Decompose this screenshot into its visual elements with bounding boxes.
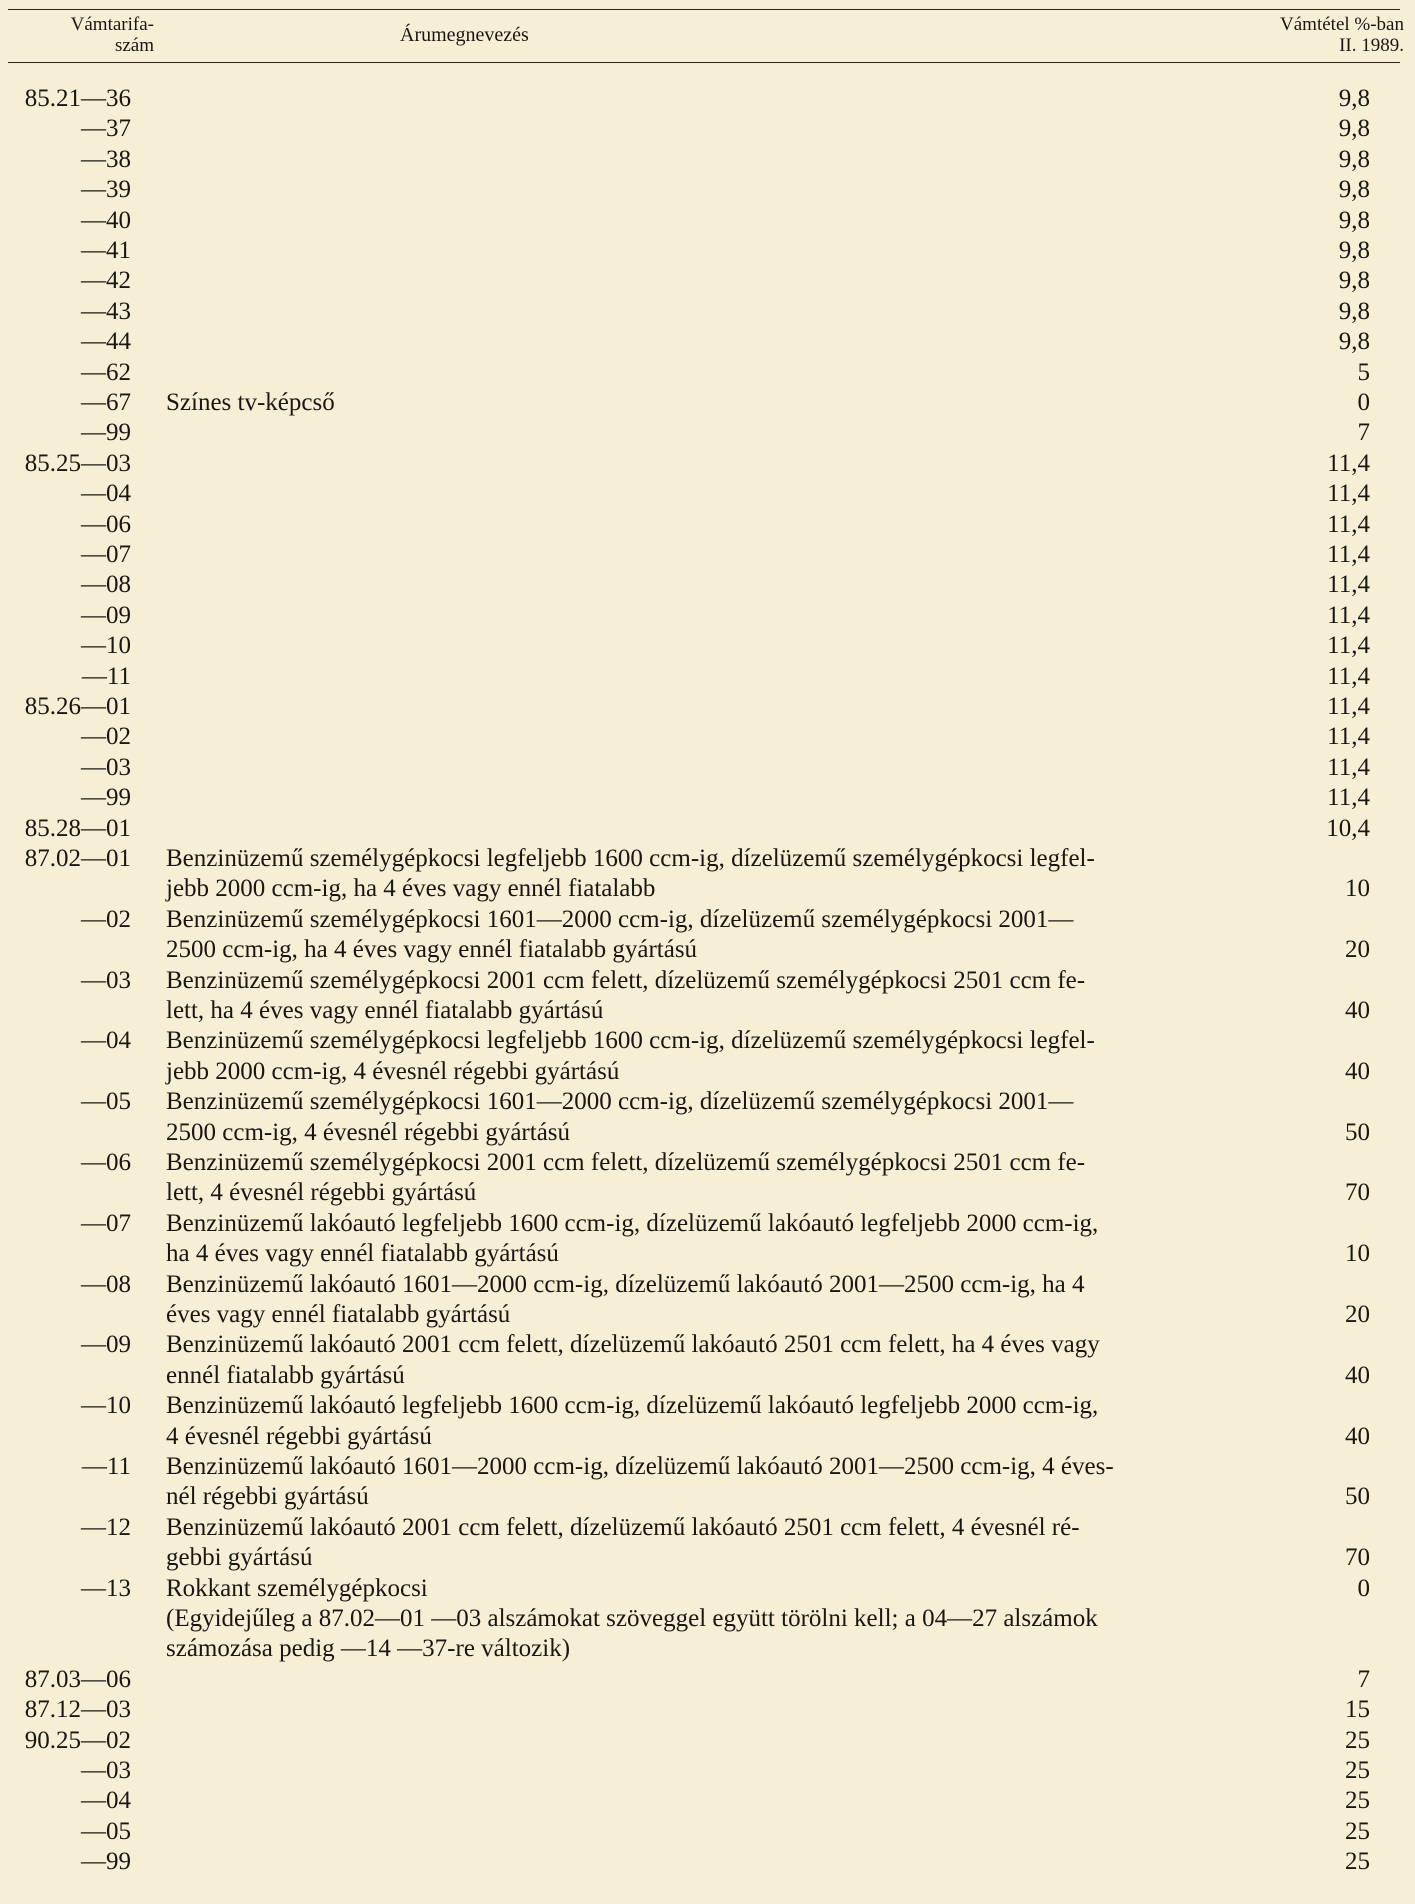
table-row <box>0 601 1415 631</box>
tariff-code: 90.25—02 <box>24 1726 131 1754</box>
product-description <box>166 1026 1240 1087</box>
duty-rate: 25 <box>1345 1726 1370 1754</box>
description-line: Színes tv-képcső <box>166 389 335 416</box>
duty-rate: 9,8 <box>1338 267 1370 295</box>
tariff-code: —06 <box>81 1149 131 1176</box>
tariff-code: —08 <box>81 1270 131 1298</box>
tariff-code: —99 <box>81 784 131 812</box>
tariff-code: —05 <box>81 1088 131 1116</box>
tariff-code: —06 <box>81 510 131 538</box>
duty-rate: 25 <box>1345 1848 1370 1876</box>
table-row <box>0 1574 1415 1604</box>
header-description: Árumegnevezés <box>400 24 529 46</box>
description-line: Benzinüzemű lakóautó 2001 ccm felett, dízelüzemű lakóautó 2501 ccm felett, ha 4 éves vagy <box>166 1331 1100 1359</box>
description-line: ennél fiatalabb gyártású <box>166 1361 405 1389</box>
table-row <box>0 753 1415 783</box>
header-rate-line2: II. 1989. <box>1339 35 1404 56</box>
description-line: Benzinüzemű lakóautó 1601—2000 ccm-ig, dízelüzemű lakóautó 2001—2500 ccm-ig, 4 éves- <box>166 1453 1114 1480</box>
product-description <box>166 1391 1240 1452</box>
tariff-code: 87.02—01 <box>24 845 131 872</box>
header-rate <box>1224 14 1404 56</box>
header-rate-line1: Vámtétel %-ban <box>1280 14 1404 35</box>
duty-rate: 11,4 <box>1327 784 1370 812</box>
tariff-code: —10 <box>81 632 131 660</box>
description-line: lett, ha 4 éves vagy ennél fiatalabb gyártású <box>166 997 604 1024</box>
tariff-code: —37 <box>81 115 131 143</box>
duty-rate: 40 <box>1345 996 1370 1024</box>
table-row <box>0 206 1415 236</box>
table-row <box>0 236 1415 266</box>
tariff-code: —09 <box>81 1331 131 1359</box>
tariff-code: —13 <box>81 1574 131 1602</box>
table-row <box>0 692 1415 722</box>
description-line: Benzinüzemű lakóautó 2001 ccm felett, dízelüzemű lakóautó 2501 ccm felett, 4 évesnél ré- <box>166 1513 1080 1541</box>
product-description <box>166 1330 1240 1391</box>
duty-rate: 10 <box>1345 1240 1370 1268</box>
description-line: jebb 2000 ccm-ig, 4 évesnél régebbi gyártású <box>166 1057 620 1085</box>
table-row <box>0 722 1415 752</box>
duty-rate: 40 <box>1345 1057 1370 1085</box>
table-row <box>0 966 1415 1027</box>
description-line: Benzinüzemű lakóautó 1601—2000 ccm-ig, dízelüzemű lakóautó 2001—2500 ccm-ig, ha 4 <box>166 1270 1085 1298</box>
header-code <box>14 14 154 56</box>
table-row <box>0 114 1415 144</box>
tariff-code: —09 <box>81 601 131 629</box>
product-description <box>166 1087 1240 1148</box>
duty-rate: 7 <box>1357 419 1370 447</box>
table-row <box>0 1026 1415 1087</box>
tariff-code: —11 <box>81 1453 131 1480</box>
duty-rate: 25 <box>1345 1817 1370 1845</box>
duty-rate: 20 <box>1345 936 1370 964</box>
duty-rate: 11,4 <box>1327 723 1370 751</box>
duty-rate: 0 <box>1357 1574 1370 1602</box>
tariff-code: —41 <box>81 237 131 264</box>
product-description <box>166 388 1240 418</box>
tariff-code: —07 <box>81 1209 131 1237</box>
table-row <box>0 145 1415 175</box>
duty-rate: 9,8 <box>1338 115 1370 143</box>
product-description <box>166 844 1240 905</box>
description-line: Benzinüzemű személygépkocsi 1601—2000 ccm-ig, dízelüzemű személygépkocsi 2001— <box>166 905 1074 933</box>
table-row <box>0 1665 1415 1695</box>
table-row <box>0 1209 1415 1270</box>
product-description <box>166 905 1240 966</box>
duty-rate: 9,8 <box>1338 85 1370 112</box>
tariff-code: 85.25—03 <box>24 449 131 477</box>
table-row <box>0 1452 1415 1513</box>
table-row <box>0 327 1415 357</box>
description-line: Benzinüzemű személygépkocsi legfeljebb 1600 ccm-ig, dízelüzemű személygépkocsi legfel- <box>166 1027 1095 1055</box>
description-line: Benzinüzemű lakóautó legfeljebb 1600 ccm-ig, dízelüzemű lakóautó legfeljebb 2000 ccm-ig, <box>166 1392 1099 1420</box>
table-row <box>0 358 1415 388</box>
duty-rate: 0 <box>1357 389 1370 416</box>
product-description <box>166 1513 1240 1574</box>
table-row <box>0 1391 1415 1452</box>
product-description <box>166 966 1240 1027</box>
table-row <box>0 84 1415 114</box>
tariff-code: —04 <box>81 1787 131 1815</box>
table-row <box>0 266 1415 296</box>
table-row <box>0 662 1415 692</box>
description-line: Benzinüzemű személygépkocsi 2001 ccm felett, dízelüzemű személygépkocsi 2501 ccm fe- <box>166 966 1086 994</box>
table-row <box>0 905 1415 966</box>
table-row <box>0 570 1415 600</box>
duty-rate: 11,4 <box>1327 571 1370 599</box>
description-line: ha 4 éves vagy ennél fiatalabb gyártású <box>166 1240 559 1268</box>
description-line: (Egyidejűleg a 87.02—01 —03 alszámokat szöveggel együtt törölni kell; a 04—27 alszámok <box>166 1605 1098 1632</box>
duty-rate: 50 <box>1345 1483 1370 1511</box>
duty-rate: 10,4 <box>1326 814 1370 842</box>
duty-rate: 11,4 <box>1327 662 1370 690</box>
duty-rate: 20 <box>1345 1300 1370 1328</box>
table-row <box>0 479 1415 509</box>
header-code-line1: Vámtarifa- <box>70 14 154 35</box>
duty-rate: 70 <box>1345 1544 1370 1572</box>
duty-rate: 40 <box>1345 1361 1370 1389</box>
tariff-code: —04 <box>81 480 131 508</box>
tariff-code: —03 <box>81 1757 131 1784</box>
duty-rate: 11,4 <box>1327 601 1370 629</box>
duty-rate: 9,8 <box>1338 328 1370 356</box>
duty-rate: 11,4 <box>1327 541 1370 568</box>
duty-rate: 25 <box>1345 1757 1370 1784</box>
product-description <box>166 1604 1240 1665</box>
table-row <box>0 418 1415 448</box>
description-line: Benzinüzemű személygépkocsi 1601—2000 ccm-ig, dízelüzemű személygépkocsi 2001— <box>166 1088 1074 1116</box>
duty-rate: 10 <box>1345 875 1370 903</box>
table-row <box>0 1847 1415 1877</box>
table-row <box>0 388 1415 418</box>
tariff-code: —07 <box>81 541 131 568</box>
description-line: 2500 ccm-ig, ha 4 éves vagy ennél fiatalabb gyártású <box>166 936 698 964</box>
table-row <box>0 449 1415 479</box>
header-bottom-rule <box>8 62 1400 63</box>
duty-rate: 40 <box>1345 1422 1370 1450</box>
table-row <box>0 1817 1415 1847</box>
header-top-rule <box>8 9 1400 10</box>
tariff-code: 87.03—06 <box>24 1665 131 1693</box>
tariff-code: —67 <box>81 389 131 416</box>
description-line: 4 évesnél régebbi gyártású <box>166 1422 432 1450</box>
tariff-code: 85.21—36 <box>24 85 131 112</box>
duty-rate: 11,4 <box>1327 632 1370 660</box>
description-line: lett, 4 évesnél régebbi gyártású <box>166 1179 477 1207</box>
tariff-code: —43 <box>81 297 131 325</box>
description-line: számozása pedig —14 —37-re változik) <box>166 1635 571 1663</box>
tariff-code: —10 <box>81 1392 131 1420</box>
duty-rate: 11,4 <box>1327 510 1370 538</box>
tariff-code: 87.12—03 <box>24 1696 131 1724</box>
duty-rate: 50 <box>1345 1118 1370 1146</box>
table-row <box>0 175 1415 205</box>
product-description <box>166 1148 1240 1209</box>
tariff-code: —03 <box>81 753 131 781</box>
duty-rate: 70 <box>1345 1179 1370 1207</box>
duty-rate: 15 <box>1345 1696 1370 1724</box>
table-row <box>0 1604 1415 1665</box>
table-row <box>0 1513 1415 1574</box>
duty-rate: 9,8 <box>1338 145 1370 173</box>
description-line: éves vagy ennél fiatalabb gyártású <box>166 1301 511 1328</box>
tariff-code: —38 <box>81 145 131 173</box>
duty-rate: 9,8 <box>1338 176 1370 204</box>
product-description <box>166 1270 1240 1331</box>
table-row <box>0 1756 1415 1786</box>
tariff-code: —05 <box>81 1817 131 1845</box>
tariff-code: —99 <box>81 1848 131 1876</box>
tariff-code: —12 <box>81 1513 131 1541</box>
tariff-code: —62 <box>81 358 131 386</box>
tariff-code: —11 <box>81 662 131 690</box>
description-line: Rokkant személygépkocsi <box>166 1574 428 1602</box>
tariff-code: —99 <box>81 419 131 447</box>
table-row <box>0 1695 1415 1725</box>
table-row <box>0 783 1415 813</box>
tariff-code: —39 <box>81 176 131 204</box>
duty-rate: 7 <box>1357 1665 1370 1693</box>
table-row <box>0 1270 1415 1331</box>
table-row <box>0 297 1415 327</box>
header-code-line2: szám <box>114 35 154 56</box>
duty-rate: 11,4 <box>1327 753 1370 781</box>
duty-rate: 9,8 <box>1338 297 1370 325</box>
description-line: Benzinüzemű személygépkocsi 2001 ccm felett, dízelüzemű személygépkocsi 2501 ccm fe- <box>166 1149 1086 1176</box>
duty-rate: 9,8 <box>1338 237 1370 264</box>
tariff-code: 85.26—01 <box>24 693 131 720</box>
product-description <box>166 1209 1240 1270</box>
duty-rate: 11,4 <box>1327 480 1370 508</box>
tariff-code: —08 <box>81 571 131 599</box>
tariff-code: —44 <box>81 328 131 356</box>
description-line: jebb 2000 ccm-ig, ha 4 éves vagy ennél fiatalabb <box>166 875 656 903</box>
tariff-code: —02 <box>81 723 131 751</box>
duty-rate: 11,4 <box>1327 693 1370 720</box>
tariff-code: —02 <box>81 905 131 933</box>
description-line: nél régebbi gyártású <box>166 1483 369 1511</box>
tariff-code: —03 <box>81 966 131 994</box>
table-row <box>0 1726 1415 1756</box>
table-row <box>0 1786 1415 1816</box>
description-line: Benzinüzemű személygépkocsi legfeljebb 1600 ccm-ig, dízelüzemű személygépkocsi legfel- <box>166 845 1095 872</box>
tariff-code: —04 <box>81 1027 131 1055</box>
duty-rate: 25 <box>1345 1787 1370 1815</box>
product-description <box>166 1574 1240 1604</box>
tariff-code: —42 <box>81 267 131 295</box>
tariff-code: —40 <box>81 206 131 234</box>
product-description <box>166 1452 1240 1513</box>
table-row <box>0 510 1415 540</box>
table-row <box>0 844 1415 905</box>
table-row <box>0 1087 1415 1148</box>
duty-rate: 5 <box>1357 358 1370 386</box>
duty-rate: 11,4 <box>1327 449 1370 477</box>
description-line: gebbi gyártású <box>166 1544 313 1572</box>
duty-rate: 9,8 <box>1338 206 1370 234</box>
table-row <box>0 631 1415 661</box>
tariff-code: 85.28—01 <box>24 814 131 842</box>
table-row <box>0 540 1415 570</box>
table-row <box>0 1330 1415 1391</box>
table-row <box>0 1148 1415 1209</box>
description-line: 2500 ccm-ig, 4 évesnél régebbi gyártású <box>166 1118 571 1146</box>
description-line: Benzinüzemű lakóautó legfeljebb 1600 ccm-ig, dízelüzemű lakóautó legfeljebb 2000 ccm-ig, <box>166 1209 1099 1237</box>
table-row <box>0 814 1415 844</box>
